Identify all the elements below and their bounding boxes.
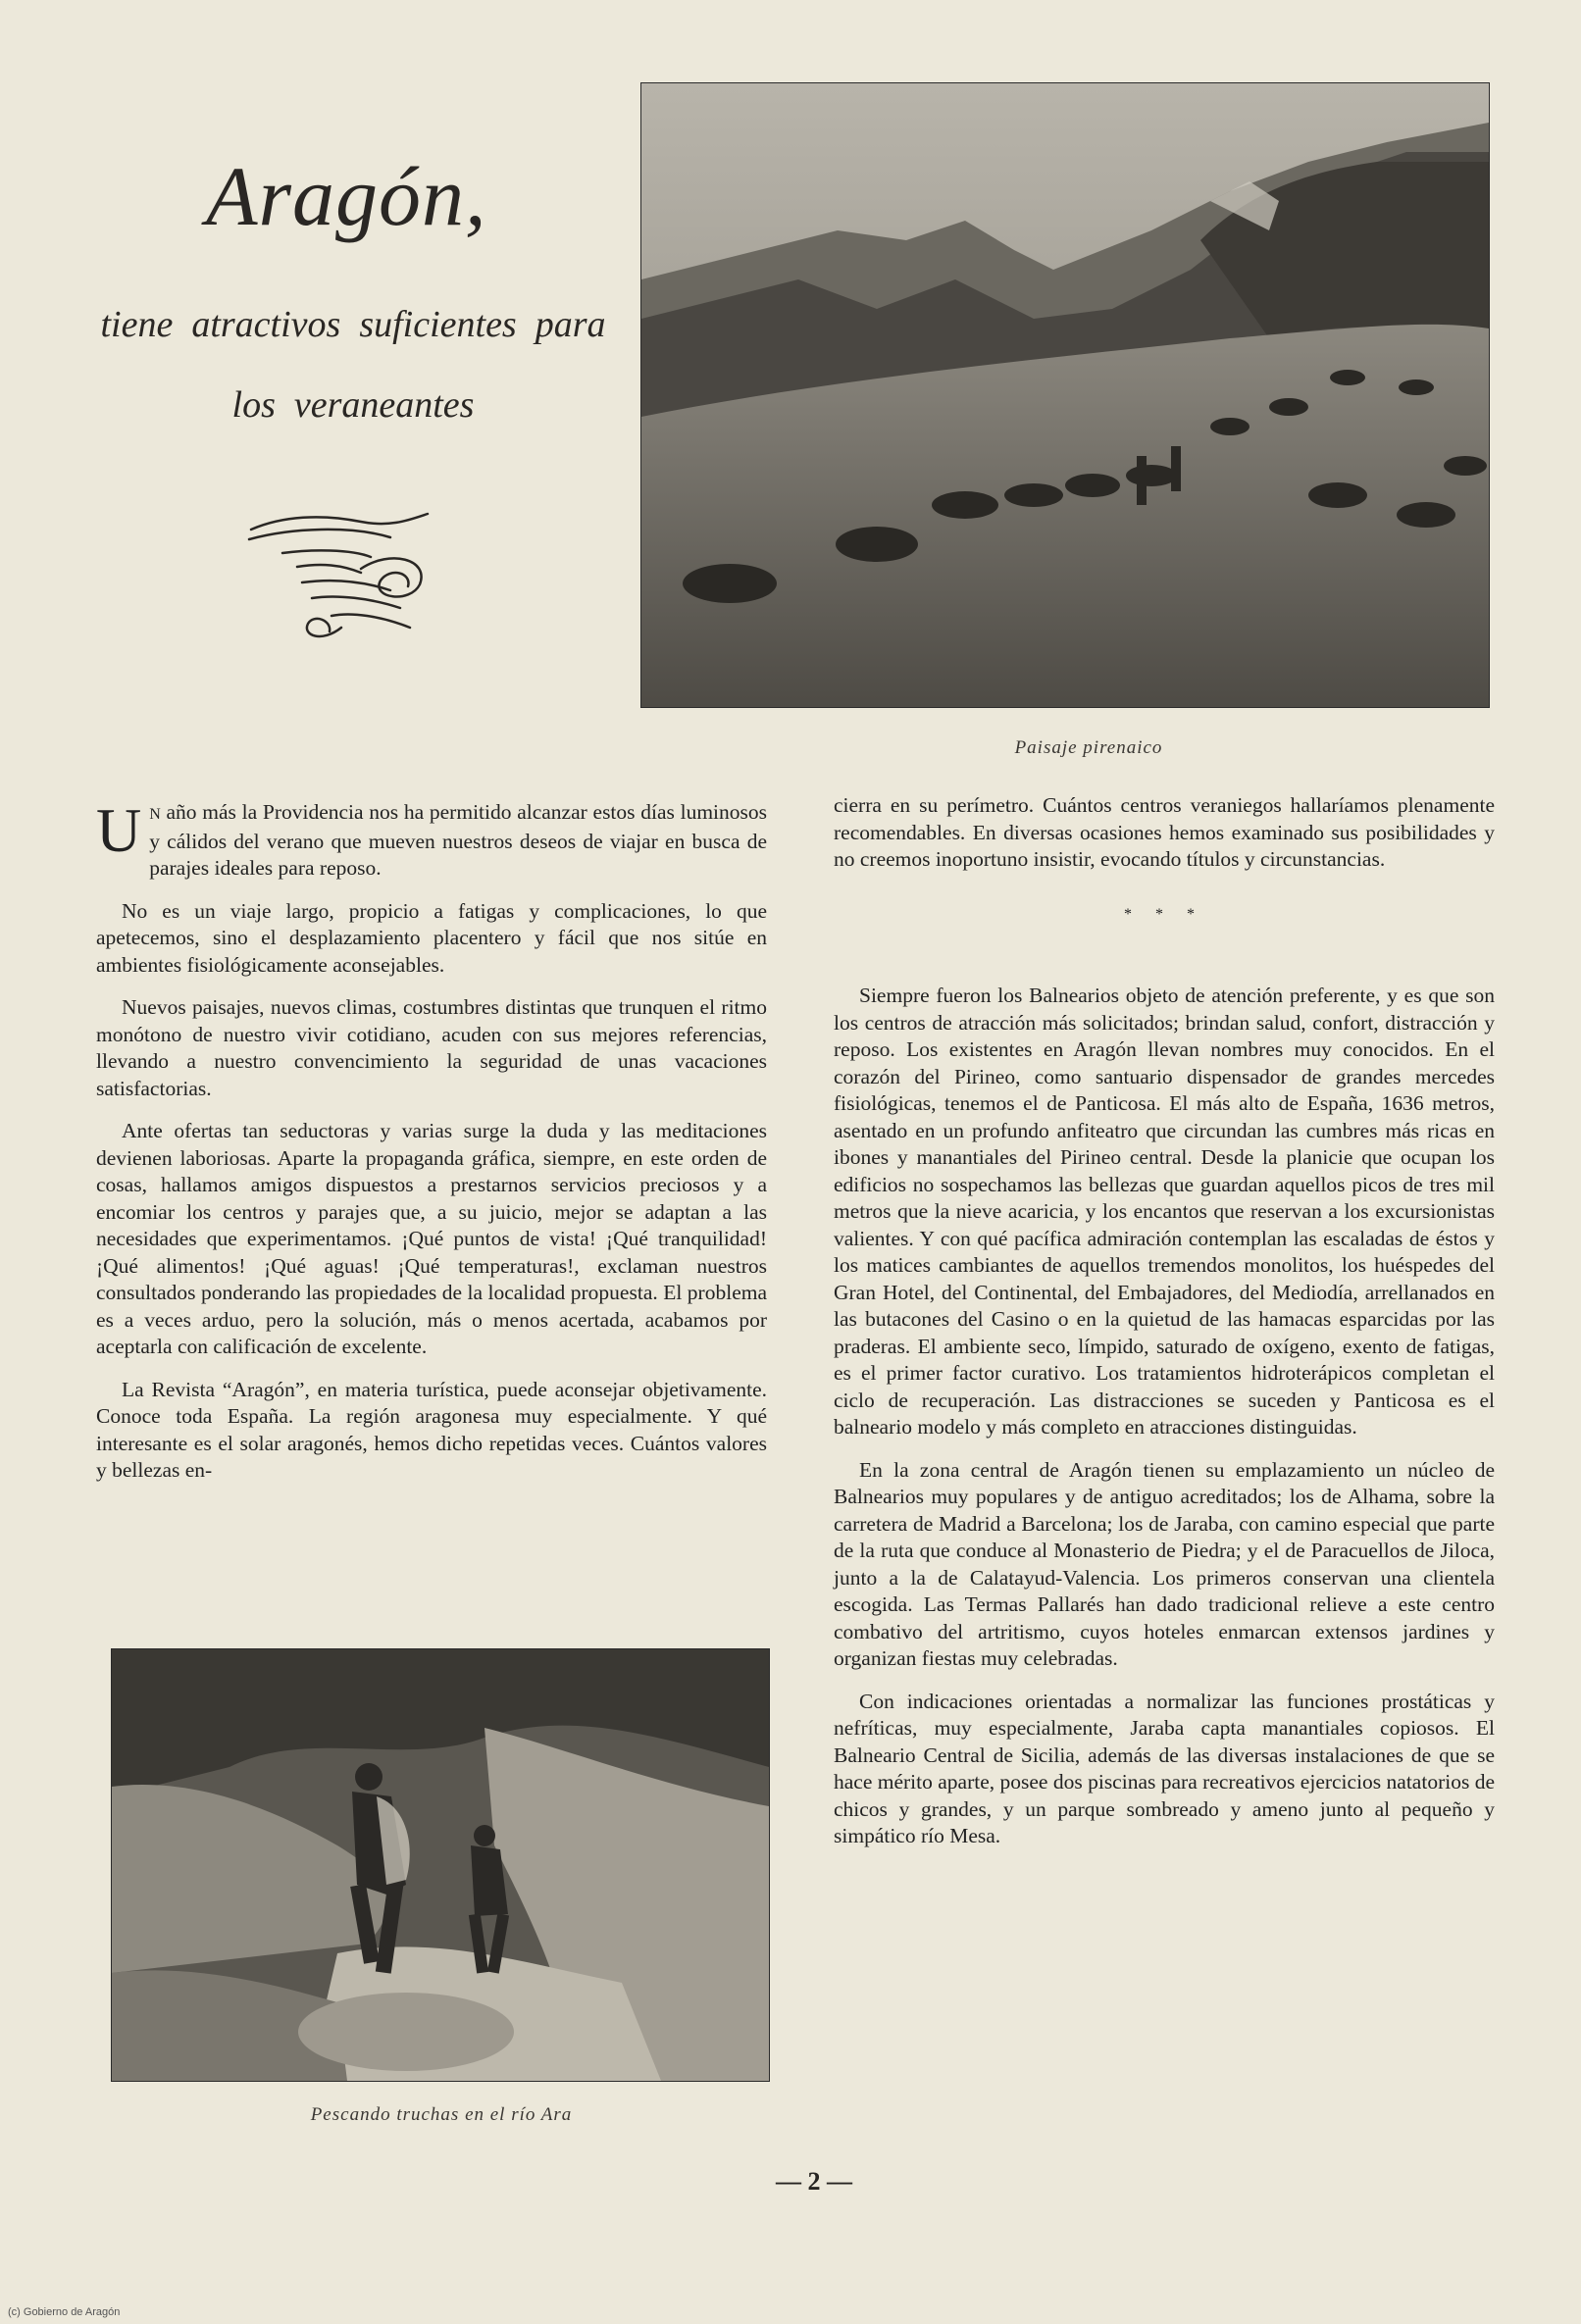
right-column [834, 792, 1495, 1866]
photo-pyrenean-landscape [640, 82, 1490, 708]
paragraph: La Revista “Aragón”, en materia turística, puede aconsejar objetivamente. Conoce toda España. La región aragonesa muy especialmente. Y qué interesante es el solar aragonés, hemos dicho repetidas veces. Cuántos valores y bellezas en- [96, 1377, 767, 1482]
paragraph: No es un viaje largo, propicio a fatigas y complicaciones, lo que apetecemos, sino el desplazamiento placentero y fácil que nos sitúe en ambientes fisiológicamente aconsejables. [96, 898, 767, 977]
subtitle-line-1: tiene atractivos suficientes para [100, 304, 606, 345]
paragraph: Siempre fueron los Balnearios objeto de atención preferente, y es que son los centros de atracción más solicitados; brindan salud, confort, distracción y reposo. Los existentes en Aragón llevan nombres muy conocidos. En el corazón del Pirineo, como santuario dispensador de grandes mercedes fisiológicas, tenemos el de Panticosa. El más alto de España, 1636 metros, asentado en un profundo anfiteatro que circundan las cumbres más ricas en ibones y manantiales del Pirineo central. Desde la planicie que ocupan los edificios no sospechamos las bellezas que guardan aquellos picos de tres mil metros que la nieve acaricia, y los encantos que reservan a los excursionistas valientes. Y con qué pacífica admiración contemplan las escaladas de éstos y los matices cambiantes de aquellos tremendos monolitos, los huéspedes del Gran Hotel, del Continental, del Embajadores, del Mediodía, arrellanados en las butacones del Casino o en la quietud de las hamacas esparcidas por las praderas. El ambiente seco, límpido, saturado de oxígeno, exento de fatigas, es el primer factor curativo. Los tratamientos hidroterápicos completan el ciclo de recuperación. Las distracciones se suceden y Panticosa es el balneario modelo y más completo en atracciones distinguidas. [834, 984, 1495, 1439]
section-separator: * * * [1124, 905, 1204, 923]
paragraph-text: año más la Providencia nos ha permitido alcanzar estos días luminosos y cálidos del verano que mueven nuestros deseos de viajar en busca de parajes ideales para reposo. [149, 800, 768, 880]
article-title: Aragón, [206, 149, 487, 243]
photo-fishing-trout [111, 1648, 770, 2082]
page-number: — 2 — [776, 2167, 852, 2196]
copyright-notice: (c) Gobierno de Aragón [8, 2306, 121, 2318]
left-column [96, 795, 768, 1500]
bottom-photo-caption: Pescando truchas en el río Ara [310, 2104, 573, 2125]
paragraph [96, 795, 768, 883]
drop-cap: U [96, 795, 142, 865]
subtitle-line-2: los veraneantes [231, 384, 475, 426]
paragraph: En la zona central de Aragón tienen su emplazamiento un núcleo de Balnearios muy populares y de antiguo acreditados; los de Alhama, sobre la carretera de Madrid a Barcelona; los de Jaraba, con camino especial que parte de la ruta que conduce al Monasterio de Piedra; y el de Paracuellos de Jiloca, junto a la de Calatayud-Valencia. Los primeros conservan una clientela escogida. Las Termas Pallarés han dado tradicional relieve a este centro combativo del artritismo, cuyos hoteles enmarcan extensos jardines y organizan fiestas muy celebradas. [834, 1457, 1495, 1670]
paragraph: Con indicaciones orientadas a normalizar las funciones prostáticas y nefríticas, muy especialmente, Jaraba capta manantiales copiosos. El Balneario Central de Sicilia, además de las diversas instalaciones de que se hace mérito aparte, posee dos piscinas para recreativos ejercicios natatorios de chicos y grandes, y un parque sombreado y ameno junto al pequeño y simpático río Mesa. [834, 1689, 1495, 1847]
article-subtitle [78, 284, 628, 445]
top-photo-caption: Paisaje pirenaico [1014, 737, 1163, 758]
paragraph: cierra en su perímetro. Cuántos centros veraniegos hallaríamos plenamente recomendables. En diversas ocasiones hemos examinado sus posibilidades y no creemos inoportuno insistir, evocando títulos y circunstancias. [834, 793, 1495, 871]
paragraph: Ante ofertas tan seductoras y varias surge la duda y las meditaciones devienen laboriosas. Aparte la propaganda gráfica, siempre, en este orden de cosas, hallamos amigos dispuestos a prestarnos servicios preciosos y a encomiar los centros y parajes que, a su juicio, mejor se adaptan a las necesidades que experimentamos. ¡Qué puntos de vista! ¡Qué tranquilidad! ¡Qué alimentos! ¡Qué aguas! ¡Qué temperaturas!, exclaman nuestros consultados ponderando las propiedades de la localidad propuesta. El problema es a veces arduo, pero la solución, más o menos acertada, acabamos por aceptarla con calificación de excelente. [96, 1119, 767, 1358]
decorative-flourish-icon [243, 510, 439, 647]
small-cap: N [149, 806, 161, 823]
paragraph: Nuevos paisajes, nuevos climas, costumbres distintas que trunquen el ritmo monótono de nuestro vivir cotidiano, acuden con sus mejores referencias, llevando a nuestro convencimiento la seguridad de unas vacaciones satisfactorias. [96, 995, 767, 1100]
